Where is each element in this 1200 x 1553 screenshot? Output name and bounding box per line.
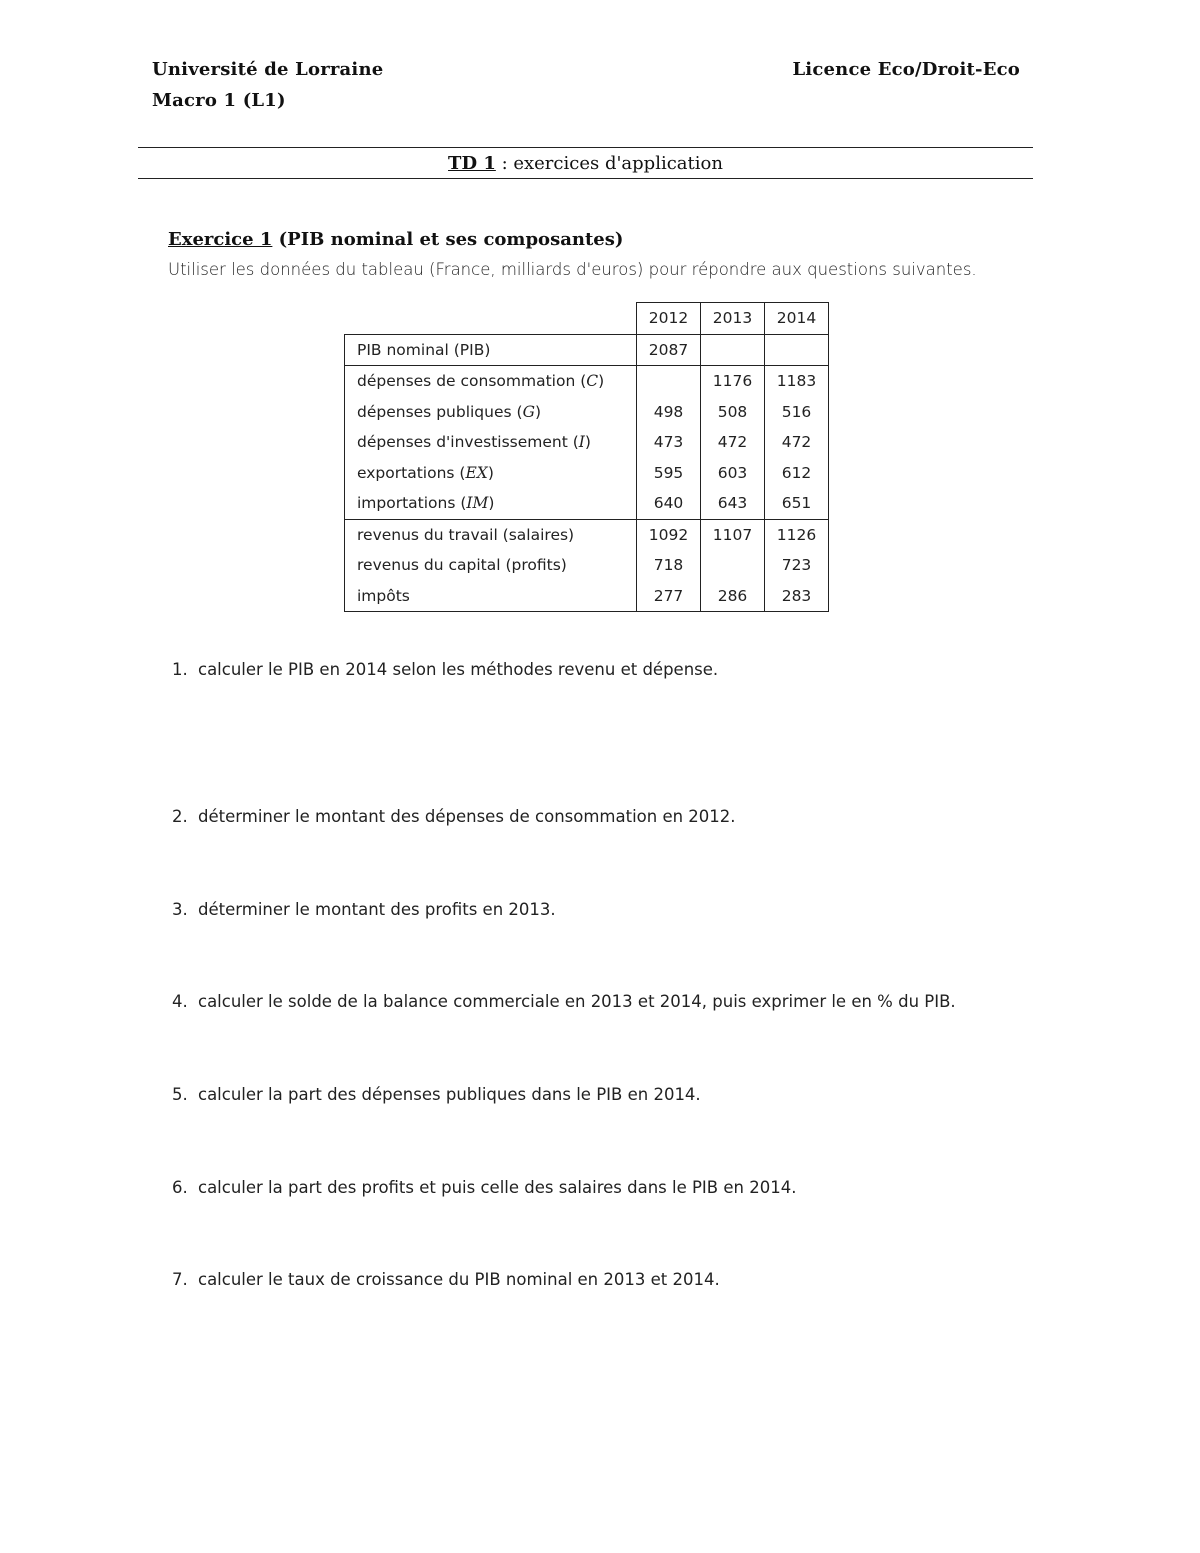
- table-row: [345, 488, 829, 519]
- question-item: 4. calculer le solde de la balance commerciale en 2013 et 2014, puis exprimer le en % du PIB.: [172, 992, 956, 1011]
- table-cell: 2087: [637, 334, 701, 366]
- question-item: 7. calculer le taux de croissance du PIB nominal en 2013 et 2014.: [172, 1270, 720, 1289]
- program-name: Licence Eco/Droit-Eco: [792, 59, 1020, 80]
- table-row: [345, 397, 829, 428]
- question-item: 2. déterminer le montant des dépenses de consommation en 2012.: [172, 807, 736, 826]
- row-label: PIB nominal (PIB): [345, 334, 637, 366]
- row-label: exportations (EX): [345, 458, 637, 489]
- table-row: [345, 581, 829, 612]
- table-cell: 286: [701, 581, 765, 612]
- row-label: impôts: [345, 581, 637, 612]
- table-cell: 516: [765, 397, 829, 428]
- table-cell: [701, 334, 765, 366]
- td-title: [138, 153, 1033, 174]
- table-cell: 718: [637, 550, 701, 581]
- table-cell: [701, 550, 765, 581]
- exercise-intro: Utiliser les données du tableau (France, milliards d'euros) pour répondre aux questions suivantes.: [168, 260, 977, 279]
- table-cell: 473: [637, 427, 701, 458]
- table-row: [345, 366, 829, 397]
- table-cell: 1107: [701, 519, 765, 550]
- exercise-number: Exercice 1: [168, 229, 273, 250]
- table-cell: [765, 334, 829, 366]
- table-cell: 640: [637, 488, 701, 519]
- table-cell: 1183: [765, 366, 829, 397]
- table-cell: 1126: [765, 519, 829, 550]
- year-header: 2012: [637, 303, 701, 335]
- table-cell: 651: [765, 488, 829, 519]
- exercise-title: [168, 229, 623, 250]
- table-row: [345, 334, 829, 366]
- table-corner: [345, 303, 637, 335]
- table-row: [345, 519, 829, 550]
- table-cell: 508: [701, 397, 765, 428]
- row-label: dépenses de consommation (C): [345, 366, 637, 397]
- row-label: revenus du capital (profits): [345, 550, 637, 581]
- year-header: 2013: [701, 303, 765, 335]
- table-cell: 643: [701, 488, 765, 519]
- question-item: 3. déterminer le montant des profits en 2013.: [172, 900, 556, 919]
- table-header-row: [345, 303, 829, 335]
- td-number: TD 1: [448, 153, 496, 174]
- table-cell: 603: [701, 458, 765, 489]
- title-bottom-rule: [138, 178, 1033, 179]
- title-top-rule: [138, 147, 1033, 148]
- data-table: [344, 302, 829, 612]
- table-cell: 595: [637, 458, 701, 489]
- university-name: Université de Lorraine: [152, 59, 384, 80]
- td-subtitle: : exercices d'application: [495, 153, 723, 174]
- row-label: importations (IM): [345, 488, 637, 519]
- table-row: [345, 458, 829, 489]
- year-header: 2014: [765, 303, 829, 335]
- table-cell: 498: [637, 397, 701, 428]
- question-item: 5. calculer la part des dépenses publiques dans le PIB en 2014.: [172, 1085, 701, 1104]
- table-row: [345, 427, 829, 458]
- course-name: Macro 1 (L1): [152, 90, 286, 111]
- table-cell: 472: [765, 427, 829, 458]
- row-label: revenus du travail (salaires): [345, 519, 637, 550]
- table-cell: 723: [765, 550, 829, 581]
- table-row: [345, 550, 829, 581]
- table-cell: 472: [701, 427, 765, 458]
- exercise-subtitle: (PIB nominal et ses composantes): [272, 229, 624, 250]
- question-item: 1. calculer le PIB en 2014 selon les méthodes revenu et dépense.: [172, 660, 719, 679]
- table-cell: 277: [637, 581, 701, 612]
- question-item: 6. calculer la part des profits et puis celle des salaires dans le PIB en 2014.: [172, 1178, 797, 1197]
- table-cell: 283: [765, 581, 829, 612]
- table-cell: 612: [765, 458, 829, 489]
- row-label: dépenses publiques (G): [345, 397, 637, 428]
- table-cell: [637, 366, 701, 397]
- table-cell: 1176: [701, 366, 765, 397]
- table-cell: 1092: [637, 519, 701, 550]
- row-label: dépenses d'investissement (I): [345, 427, 637, 458]
